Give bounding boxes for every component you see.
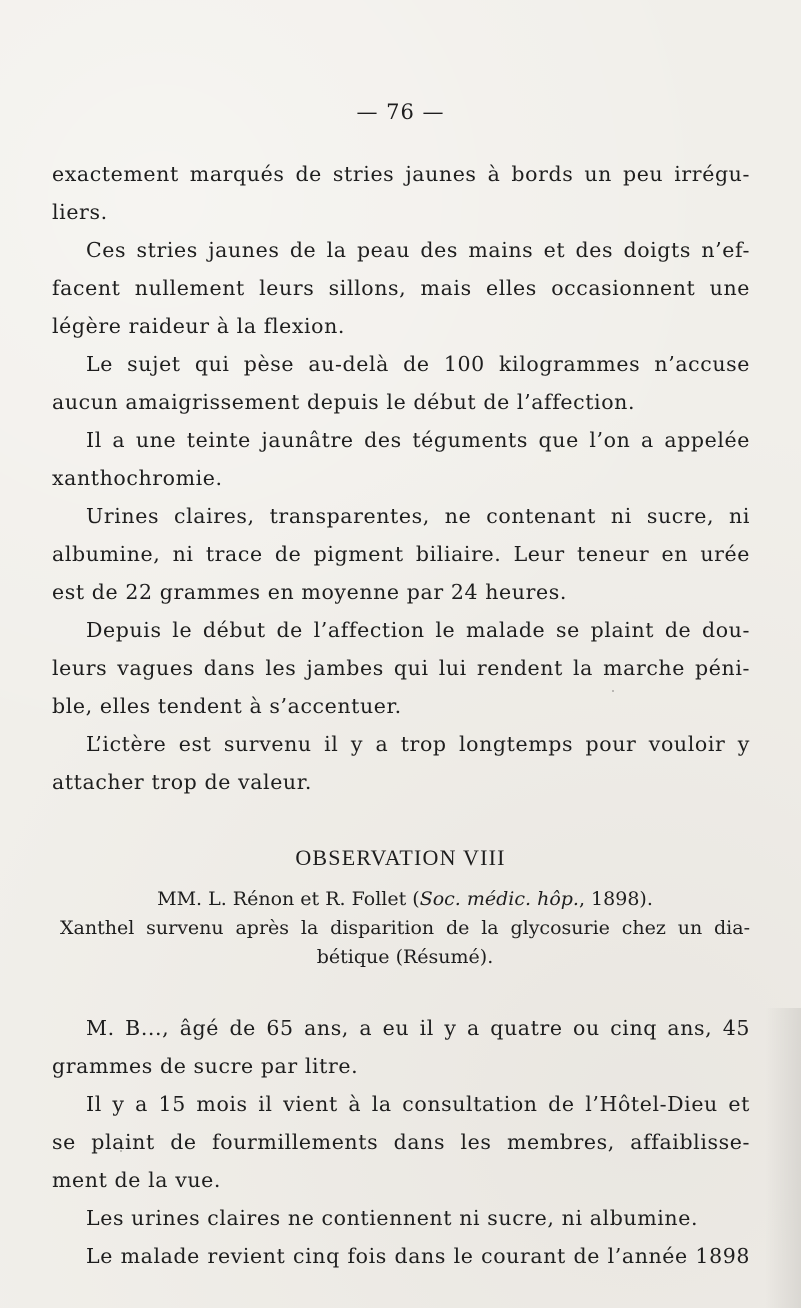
page-edge-shadow xyxy=(765,1008,801,1308)
text-line: attacher trop de valeur. xyxy=(52,770,312,794)
text-line: exactement marqués de stries jaunes à bords un peu irrégu- xyxy=(52,162,750,186)
reference-journal: Soc. médic. hôp. xyxy=(419,888,579,910)
text-line: ment de la vue. xyxy=(52,1168,222,1192)
text-line: Le sujet qui pèse au-delà de 100 kilogrammes n’accuse xyxy=(86,352,750,376)
text-line: Le malade revient cinq fois dans le courant de l’année 1898 xyxy=(86,1244,750,1268)
text-line: Il y a 15 mois il vient à la consultation de l’Hôtel-Dieu et xyxy=(86,1092,750,1116)
reference-authors: MM. L. Rénon et R. Follet ( xyxy=(157,888,420,910)
reference-year: , 1898). xyxy=(578,888,653,910)
reference-line: bétique (Résumé). xyxy=(316,946,494,968)
text-line: Il a une teinte jaunâtre des téguments que l’on a appelée xyxy=(86,428,750,452)
page-number: — 76 — xyxy=(356,100,445,124)
text-line: liers. xyxy=(52,200,108,224)
text-line: xanthochromie. xyxy=(52,466,223,490)
text-line: L’ictère est survenu il y a trop longtemps pour vouloir y xyxy=(86,732,750,756)
text-line: aucun amaigrissement depuis le début de l’affection. xyxy=(52,390,636,414)
scan-speck xyxy=(612,690,614,692)
text-line: Ces stries jaunes de la peau des mains et des doigts n’ef- xyxy=(86,238,750,262)
text-line: est de 22 grammes en moyenne par 24 heures. xyxy=(52,580,567,604)
text-line: facent nullement leurs sillons, mais elles occasionnent une xyxy=(52,276,750,300)
scan-speck xyxy=(66,316,68,318)
text-line: albumine, ni trace de pigment biliaire. Leur teneur en urée xyxy=(52,542,750,566)
text-line: Depuis le début de l’affection le malade se plaint de dou- xyxy=(86,618,750,642)
text-line: Urines claires, transparentes, ne contenant ni sucre, ni xyxy=(86,504,750,528)
reference-line xyxy=(60,886,750,912)
text-line: leurs vagues dans les jambes qui lui rendent la marche péni- xyxy=(52,656,750,680)
text-line: ble, elles tendent à s’accentuer. xyxy=(52,694,402,718)
scan-speck xyxy=(120,1150,122,1152)
text-line: M. B..., âgé de 65 ans, a eu il y a quatre ou cinq ans, 45 xyxy=(86,1016,750,1040)
reference-line: Xanthel survenu après la disparition de la glycosurie chez un dia- xyxy=(60,917,750,939)
text-line: Les urines claires ne contiennent ni sucre, ni albumine. xyxy=(86,1206,699,1230)
text-line: grammes de sucre par litre. xyxy=(52,1054,359,1078)
section-heading: OBSERVATION VIII xyxy=(295,845,506,870)
text-line: légère raideur à la flexion. xyxy=(52,314,346,338)
text-line: se plaint de fourmillements dans les membres, affaiblisse- xyxy=(52,1130,750,1154)
